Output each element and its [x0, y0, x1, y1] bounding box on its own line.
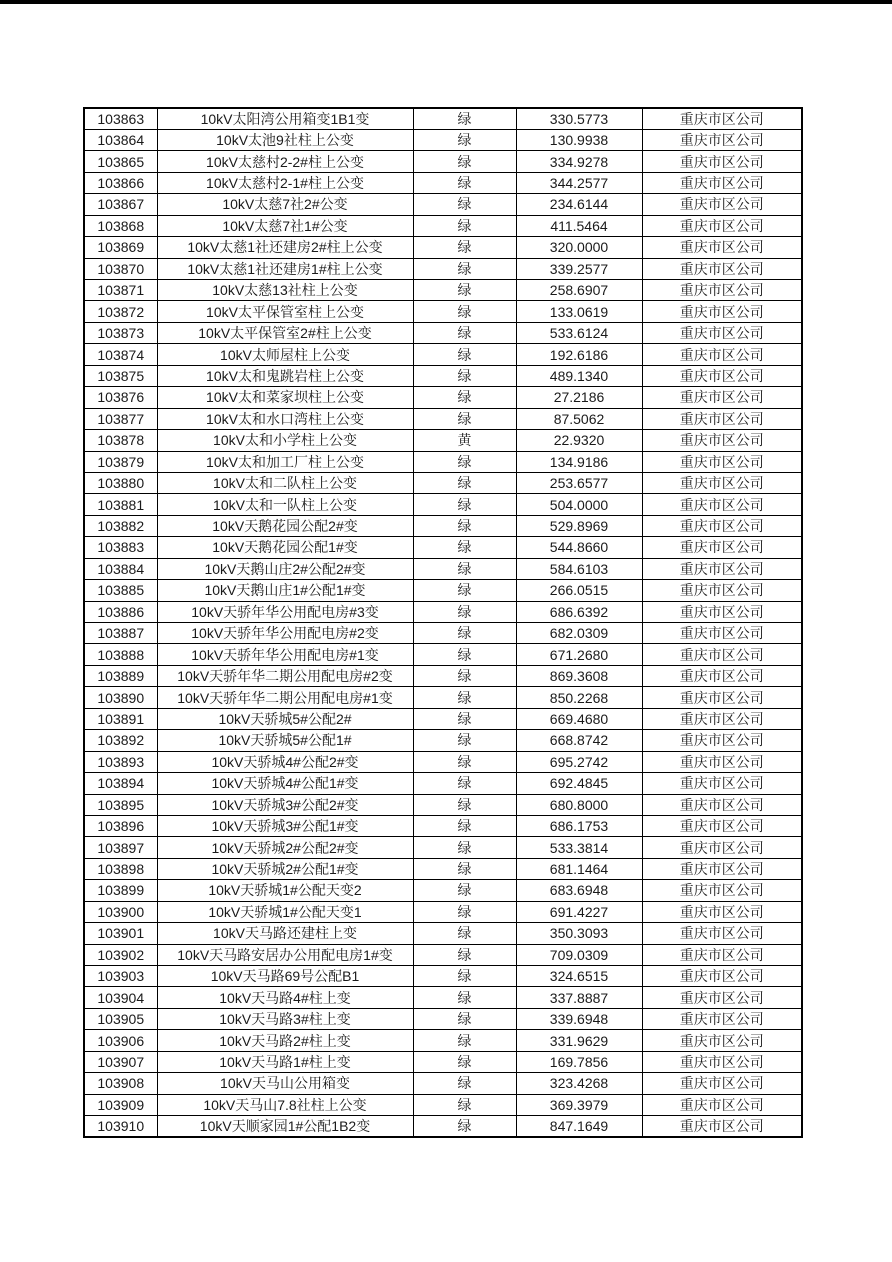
table-row — [84, 108, 802, 129]
row-id-cell: 103900 — [84, 901, 157, 922]
table-row — [84, 987, 802, 1008]
status-color-cell: 绿 — [413, 108, 516, 129]
company-cell: 重庆市区公司 — [642, 708, 802, 729]
company-cell: 重庆市区公司 — [642, 966, 802, 987]
capacity-value-cell: 692.4845 — [516, 773, 642, 794]
device-name-cell: 10kV天马山7.8社柱上公变 — [157, 1094, 413, 1115]
status-color-cell: 绿 — [413, 880, 516, 901]
device-name-cell: 10kV太和二队柱上公变 — [157, 472, 413, 493]
capacity-value-cell: 320.0000 — [516, 237, 642, 258]
status-color-cell: 绿 — [413, 794, 516, 815]
device-name-cell: 10kV天马路4#柱上变 — [157, 987, 413, 1008]
company-cell: 重庆市区公司 — [642, 580, 802, 601]
table-row — [84, 172, 802, 193]
status-color-cell: 绿 — [413, 665, 516, 686]
status-color-cell: 绿 — [413, 815, 516, 836]
table-row — [84, 430, 802, 451]
device-name-cell: 10kV太和加工厂柱上公变 — [157, 451, 413, 472]
row-id-cell: 103897 — [84, 837, 157, 858]
row-id-cell: 103885 — [84, 580, 157, 601]
row-id-cell: 103882 — [84, 515, 157, 536]
capacity-value-cell: 504.0000 — [516, 494, 642, 515]
transformer-table — [83, 107, 803, 1138]
row-id-cell: 103877 — [84, 408, 157, 429]
device-name-cell: 10kV天骄城3#公配2#变 — [157, 794, 413, 815]
status-color-cell: 绿 — [413, 837, 516, 858]
device-name-cell: 10kV天骄年华二期公用配电房#2变 — [157, 665, 413, 686]
table-row — [84, 301, 802, 322]
table-row — [84, 837, 802, 858]
table-row — [84, 215, 802, 236]
capacity-value-cell: 847.1649 — [516, 1116, 642, 1137]
capacity-value-cell: 544.8660 — [516, 537, 642, 558]
status-color-cell: 绿 — [413, 987, 516, 1008]
top-black-bar — [0, 0, 892, 4]
table-row — [84, 644, 802, 665]
table-row — [84, 880, 802, 901]
company-cell: 重庆市区公司 — [642, 858, 802, 879]
device-name-cell: 10kV太平保管室2#柱上公变 — [157, 322, 413, 343]
company-cell: 重庆市区公司 — [642, 301, 802, 322]
status-color-cell: 绿 — [413, 558, 516, 579]
device-name-cell: 10kV天骄年华公用配电房#2变 — [157, 623, 413, 644]
device-name-cell: 10kV太阳湾公用箱变1B1变 — [157, 108, 413, 129]
row-id-cell: 103908 — [84, 1073, 157, 1094]
row-id-cell: 103878 — [84, 430, 157, 451]
capacity-value-cell: 87.5062 — [516, 408, 642, 429]
capacity-value-cell: 411.5464 — [516, 215, 642, 236]
row-id-cell: 103892 — [84, 730, 157, 751]
table-row — [84, 687, 802, 708]
capacity-value-cell: 584.6103 — [516, 558, 642, 579]
company-cell: 重庆市区公司 — [642, 730, 802, 751]
table-row — [84, 751, 802, 772]
device-name-cell: 10kV太慈7社2#公变 — [157, 194, 413, 215]
table-row — [84, 472, 802, 493]
company-cell: 重庆市区公司 — [642, 194, 802, 215]
capacity-value-cell: 334.9278 — [516, 151, 642, 172]
status-color-cell: 绿 — [413, 708, 516, 729]
capacity-value-cell: 258.6907 — [516, 280, 642, 301]
capacity-value-cell: 533.3814 — [516, 837, 642, 858]
company-cell: 重庆市区公司 — [642, 751, 802, 772]
row-id-cell: 103910 — [84, 1116, 157, 1137]
table-row — [84, 365, 802, 386]
device-name-cell: 10kV天马路还建柱上变 — [157, 923, 413, 944]
company-cell: 重庆市区公司 — [642, 1116, 802, 1137]
capacity-value-cell: 489.1340 — [516, 365, 642, 386]
row-id-cell: 103870 — [84, 258, 157, 279]
company-cell: 重庆市区公司 — [642, 151, 802, 172]
capacity-value-cell: 686.6392 — [516, 601, 642, 622]
table-row — [84, 966, 802, 987]
device-name-cell: 10kV天骄城5#公配2# — [157, 708, 413, 729]
capacity-value-cell: 669.4680 — [516, 708, 642, 729]
device-name-cell: 10kV天骄城2#公配1#变 — [157, 858, 413, 879]
company-cell: 重庆市区公司 — [642, 408, 802, 429]
table-row — [84, 344, 802, 365]
table-row — [84, 280, 802, 301]
device-name-cell: 10kV太池9社柱上公变 — [157, 129, 413, 150]
company-cell: 重庆市区公司 — [642, 1008, 802, 1029]
status-color-cell: 绿 — [413, 730, 516, 751]
device-name-cell: 10kV天马路69号公配B1 — [157, 966, 413, 987]
company-cell: 重庆市区公司 — [642, 472, 802, 493]
status-color-cell: 绿 — [413, 172, 516, 193]
company-cell: 重庆市区公司 — [642, 901, 802, 922]
row-id-cell: 103888 — [84, 644, 157, 665]
capacity-value-cell: 133.0619 — [516, 301, 642, 322]
row-id-cell: 103873 — [84, 322, 157, 343]
row-id-cell: 103880 — [84, 472, 157, 493]
device-name-cell: 10kV天鹅山庄1#公配1#变 — [157, 580, 413, 601]
capacity-value-cell: 344.2577 — [516, 172, 642, 193]
company-cell: 重庆市区公司 — [642, 515, 802, 536]
table-row — [84, 815, 802, 836]
capacity-value-cell: 671.2680 — [516, 644, 642, 665]
table-row — [84, 794, 802, 815]
table-row — [84, 601, 802, 622]
table-row — [84, 494, 802, 515]
company-cell: 重庆市区公司 — [642, 258, 802, 279]
status-color-cell: 绿 — [413, 215, 516, 236]
device-name-cell: 10kV太和小学柱上公变 — [157, 430, 413, 451]
status-color-cell: 绿 — [413, 1051, 516, 1072]
table-row — [84, 901, 802, 922]
company-cell: 重庆市区公司 — [642, 644, 802, 665]
row-id-cell: 103893 — [84, 751, 157, 772]
status-color-cell: 绿 — [413, 280, 516, 301]
capacity-value-cell: 169.7856 — [516, 1051, 642, 1072]
capacity-value-cell: 350.3093 — [516, 923, 642, 944]
device-name-cell: 10kV天骄城1#公配天变2 — [157, 880, 413, 901]
row-id-cell: 103869 — [84, 237, 157, 258]
table-row — [84, 858, 802, 879]
row-id-cell: 103876 — [84, 387, 157, 408]
capacity-value-cell: 850.2268 — [516, 687, 642, 708]
capacity-value-cell: 369.3979 — [516, 1094, 642, 1115]
capacity-value-cell: 266.0515 — [516, 580, 642, 601]
company-cell: 重庆市区公司 — [642, 558, 802, 579]
status-color-cell: 绿 — [413, 408, 516, 429]
device-name-cell: 10kV天鹅花园公配1#变 — [157, 537, 413, 558]
capacity-value-cell: 324.6515 — [516, 966, 642, 987]
capacity-value-cell: 533.6124 — [516, 322, 642, 343]
company-cell: 重庆市区公司 — [642, 665, 802, 686]
table-row — [84, 623, 802, 644]
table-row — [84, 558, 802, 579]
status-color-cell: 绿 — [413, 623, 516, 644]
company-cell: 重庆市区公司 — [642, 387, 802, 408]
table-row — [84, 129, 802, 150]
status-color-cell: 绿 — [413, 1008, 516, 1029]
table-row — [84, 580, 802, 601]
device-name-cell: 10kV天骄年华公用配电房#1变 — [157, 644, 413, 665]
table-row — [84, 151, 802, 172]
device-name-cell: 10kV天骄年华公用配电房#3变 — [157, 601, 413, 622]
table-row — [84, 773, 802, 794]
device-name-cell: 10kV天鹅山庄2#公配2#变 — [157, 558, 413, 579]
status-color-cell: 绿 — [413, 258, 516, 279]
device-name-cell: 10kV天骄城2#公配2#变 — [157, 837, 413, 858]
table-row — [84, 665, 802, 686]
company-cell: 重庆市区公司 — [642, 880, 802, 901]
row-id-cell: 103868 — [84, 215, 157, 236]
status-color-cell: 绿 — [413, 344, 516, 365]
company-cell: 重庆市区公司 — [642, 129, 802, 150]
device-name-cell: 10kV太慈7社1#公变 — [157, 215, 413, 236]
device-name-cell: 10kV太慈1社还建房1#柱上公变 — [157, 258, 413, 279]
device-name-cell: 10kV太平保管室柱上公变 — [157, 301, 413, 322]
device-name-cell: 10kV天骄城4#公配1#变 — [157, 773, 413, 794]
table-row — [84, 387, 802, 408]
table-row — [84, 237, 802, 258]
table-row — [84, 515, 802, 536]
company-cell: 重庆市区公司 — [642, 1094, 802, 1115]
row-id-cell: 103881 — [84, 494, 157, 515]
device-name-cell: 10kV太和菜家坝柱上公变 — [157, 387, 413, 408]
row-id-cell: 103872 — [84, 301, 157, 322]
status-color-cell: 绿 — [413, 237, 516, 258]
row-id-cell: 103865 — [84, 151, 157, 172]
status-color-cell: 绿 — [413, 751, 516, 772]
status-color-cell: 绿 — [413, 494, 516, 515]
capacity-value-cell: 331.9629 — [516, 1030, 642, 1051]
company-cell: 重庆市区公司 — [642, 837, 802, 858]
status-color-cell: 黄 — [413, 430, 516, 451]
device-name-cell: 10kV天顺家园1#公配1B2变 — [157, 1116, 413, 1137]
status-color-cell: 绿 — [413, 387, 516, 408]
row-id-cell: 103871 — [84, 280, 157, 301]
capacity-value-cell: 323.4268 — [516, 1073, 642, 1094]
device-name-cell: 10kV太和鬼跳岩柱上公变 — [157, 365, 413, 386]
device-name-cell: 10kV天骄城5#公配1# — [157, 730, 413, 751]
company-cell: 重庆市区公司 — [642, 687, 802, 708]
company-cell: 重庆市区公司 — [642, 172, 802, 193]
row-id-cell: 103891 — [84, 708, 157, 729]
capacity-value-cell: 686.1753 — [516, 815, 642, 836]
capacity-value-cell: 529.8969 — [516, 515, 642, 536]
capacity-value-cell: 192.6186 — [516, 344, 642, 365]
row-id-cell: 103879 — [84, 451, 157, 472]
capacity-value-cell: 680.8000 — [516, 794, 642, 815]
status-color-cell: 绿 — [413, 1116, 516, 1137]
status-color-cell: 绿 — [413, 515, 516, 536]
capacity-value-cell: 330.5773 — [516, 108, 642, 129]
company-cell: 重庆市区公司 — [642, 944, 802, 965]
device-name-cell: 10kV天马路1#柱上变 — [157, 1051, 413, 1072]
row-id-cell: 103863 — [84, 108, 157, 129]
status-color-cell: 绿 — [413, 580, 516, 601]
row-id-cell: 103907 — [84, 1051, 157, 1072]
company-cell: 重庆市区公司 — [642, 344, 802, 365]
row-id-cell: 103906 — [84, 1030, 157, 1051]
row-id-cell: 103904 — [84, 987, 157, 1008]
row-id-cell: 103898 — [84, 858, 157, 879]
capacity-value-cell: 130.9938 — [516, 129, 642, 150]
device-name-cell: 10kV太慈13社柱上公变 — [157, 280, 413, 301]
row-id-cell: 103896 — [84, 815, 157, 836]
company-cell: 重庆市区公司 — [642, 623, 802, 644]
company-cell: 重庆市区公司 — [642, 1051, 802, 1072]
status-color-cell: 绿 — [413, 365, 516, 386]
company-cell: 重庆市区公司 — [642, 108, 802, 129]
capacity-value-cell: 709.0309 — [516, 944, 642, 965]
row-id-cell: 103895 — [84, 794, 157, 815]
transformer-table-body — [84, 108, 802, 1137]
status-color-cell: 绿 — [413, 773, 516, 794]
capacity-value-cell: 695.2742 — [516, 751, 642, 772]
device-name-cell: 10kV天马路2#柱上变 — [157, 1030, 413, 1051]
table-row — [84, 451, 802, 472]
table-row — [84, 944, 802, 965]
table-row — [84, 1073, 802, 1094]
capacity-value-cell: 691.4227 — [516, 901, 642, 922]
company-cell: 重庆市区公司 — [642, 1030, 802, 1051]
company-cell: 重庆市区公司 — [642, 537, 802, 558]
table-row — [84, 258, 802, 279]
company-cell: 重庆市区公司 — [642, 987, 802, 1008]
device-name-cell: 10kV太慈1社还建房2#柱上公变 — [157, 237, 413, 258]
device-name-cell: 10kV太慈村2-2#柱上公变 — [157, 151, 413, 172]
company-cell: 重庆市区公司 — [642, 430, 802, 451]
row-id-cell: 103899 — [84, 880, 157, 901]
company-cell: 重庆市区公司 — [642, 494, 802, 515]
table-row — [84, 1116, 802, 1137]
status-color-cell: 绿 — [413, 644, 516, 665]
device-name-cell: 10kV天鹅花园公配2#变 — [157, 515, 413, 536]
device-name-cell: 10kV天骄年华二期公用配电房#1变 — [157, 687, 413, 708]
table-row — [84, 1008, 802, 1029]
capacity-value-cell: 681.1464 — [516, 858, 642, 879]
company-cell: 重庆市区公司 — [642, 322, 802, 343]
table-row — [84, 408, 802, 429]
device-name-cell: 10kV天马山公用箱变 — [157, 1073, 413, 1094]
row-id-cell: 103864 — [84, 129, 157, 150]
status-color-cell: 绿 — [413, 194, 516, 215]
company-cell: 重庆市区公司 — [642, 280, 802, 301]
status-color-cell: 绿 — [413, 301, 516, 322]
company-cell: 重庆市区公司 — [642, 794, 802, 815]
company-cell: 重庆市区公司 — [642, 1073, 802, 1094]
status-color-cell: 绿 — [413, 472, 516, 493]
capacity-value-cell: 339.6948 — [516, 1008, 642, 1029]
status-color-cell: 绿 — [413, 601, 516, 622]
capacity-value-cell: 339.2577 — [516, 258, 642, 279]
row-id-cell: 103887 — [84, 623, 157, 644]
status-color-cell: 绿 — [413, 944, 516, 965]
company-cell: 重庆市区公司 — [642, 601, 802, 622]
table-row — [84, 194, 802, 215]
table-row — [84, 1094, 802, 1115]
status-color-cell: 绿 — [413, 1030, 516, 1051]
device-name-cell: 10kV太和一队柱上公变 — [157, 494, 413, 515]
company-cell: 重庆市区公司 — [642, 773, 802, 794]
capacity-value-cell: 337.8887 — [516, 987, 642, 1008]
table-row — [84, 1030, 802, 1051]
capacity-value-cell: 668.8742 — [516, 730, 642, 751]
status-color-cell: 绿 — [413, 537, 516, 558]
company-cell: 重庆市区公司 — [642, 815, 802, 836]
status-color-cell: 绿 — [413, 901, 516, 922]
row-id-cell: 103867 — [84, 194, 157, 215]
capacity-value-cell: 27.2186 — [516, 387, 642, 408]
device-name-cell: 10kV天骄城3#公配1#变 — [157, 815, 413, 836]
company-cell: 重庆市区公司 — [642, 237, 802, 258]
row-id-cell: 103889 — [84, 665, 157, 686]
device-name-cell: 10kV天骄城1#公配天变1 — [157, 901, 413, 922]
row-id-cell: 103902 — [84, 944, 157, 965]
table-row — [84, 730, 802, 751]
row-id-cell: 103894 — [84, 773, 157, 794]
device-name-cell: 10kV太师屋柱上公变 — [157, 344, 413, 365]
row-id-cell: 103866 — [84, 172, 157, 193]
status-color-cell: 绿 — [413, 1073, 516, 1094]
capacity-value-cell: 869.3608 — [516, 665, 642, 686]
status-color-cell: 绿 — [413, 966, 516, 987]
row-id-cell: 103890 — [84, 687, 157, 708]
row-id-cell: 103905 — [84, 1008, 157, 1029]
company-cell: 重庆市区公司 — [642, 215, 802, 236]
status-color-cell: 绿 — [413, 322, 516, 343]
table-row — [84, 322, 802, 343]
row-id-cell: 103874 — [84, 344, 157, 365]
row-id-cell: 103909 — [84, 1094, 157, 1115]
company-cell: 重庆市区公司 — [642, 451, 802, 472]
capacity-value-cell: 22.9320 — [516, 430, 642, 451]
row-id-cell: 103875 — [84, 365, 157, 386]
table-row — [84, 1051, 802, 1072]
table-row — [84, 537, 802, 558]
status-color-cell: 绿 — [413, 151, 516, 172]
row-id-cell: 103886 — [84, 601, 157, 622]
table-row — [84, 923, 802, 944]
company-cell: 重庆市区公司 — [642, 365, 802, 386]
table-row — [84, 708, 802, 729]
device-name-cell: 10kV天骄城4#公配2#变 — [157, 751, 413, 772]
status-color-cell: 绿 — [413, 1094, 516, 1115]
device-name-cell: 10kV天马路3#柱上变 — [157, 1008, 413, 1029]
device-name-cell: 10kV太和水口湾柱上公变 — [157, 408, 413, 429]
company-cell: 重庆市区公司 — [642, 923, 802, 944]
row-id-cell: 103903 — [84, 966, 157, 987]
capacity-value-cell: 682.0309 — [516, 623, 642, 644]
capacity-value-cell: 134.9186 — [516, 451, 642, 472]
status-color-cell: 绿 — [413, 129, 516, 150]
status-color-cell: 绿 — [413, 923, 516, 944]
capacity-value-cell: 683.6948 — [516, 880, 642, 901]
capacity-value-cell: 253.6577 — [516, 472, 642, 493]
row-id-cell: 103883 — [84, 537, 157, 558]
row-id-cell: 103901 — [84, 923, 157, 944]
capacity-value-cell: 234.6144 — [516, 194, 642, 215]
status-color-cell: 绿 — [413, 451, 516, 472]
status-color-cell: 绿 — [413, 687, 516, 708]
status-color-cell: 绿 — [413, 858, 516, 879]
device-name-cell: 10kV太慈村2-1#柱上公变 — [157, 172, 413, 193]
row-id-cell: 103884 — [84, 558, 157, 579]
device-name-cell: 10kV天马路安居办公用配电房1#变 — [157, 944, 413, 965]
